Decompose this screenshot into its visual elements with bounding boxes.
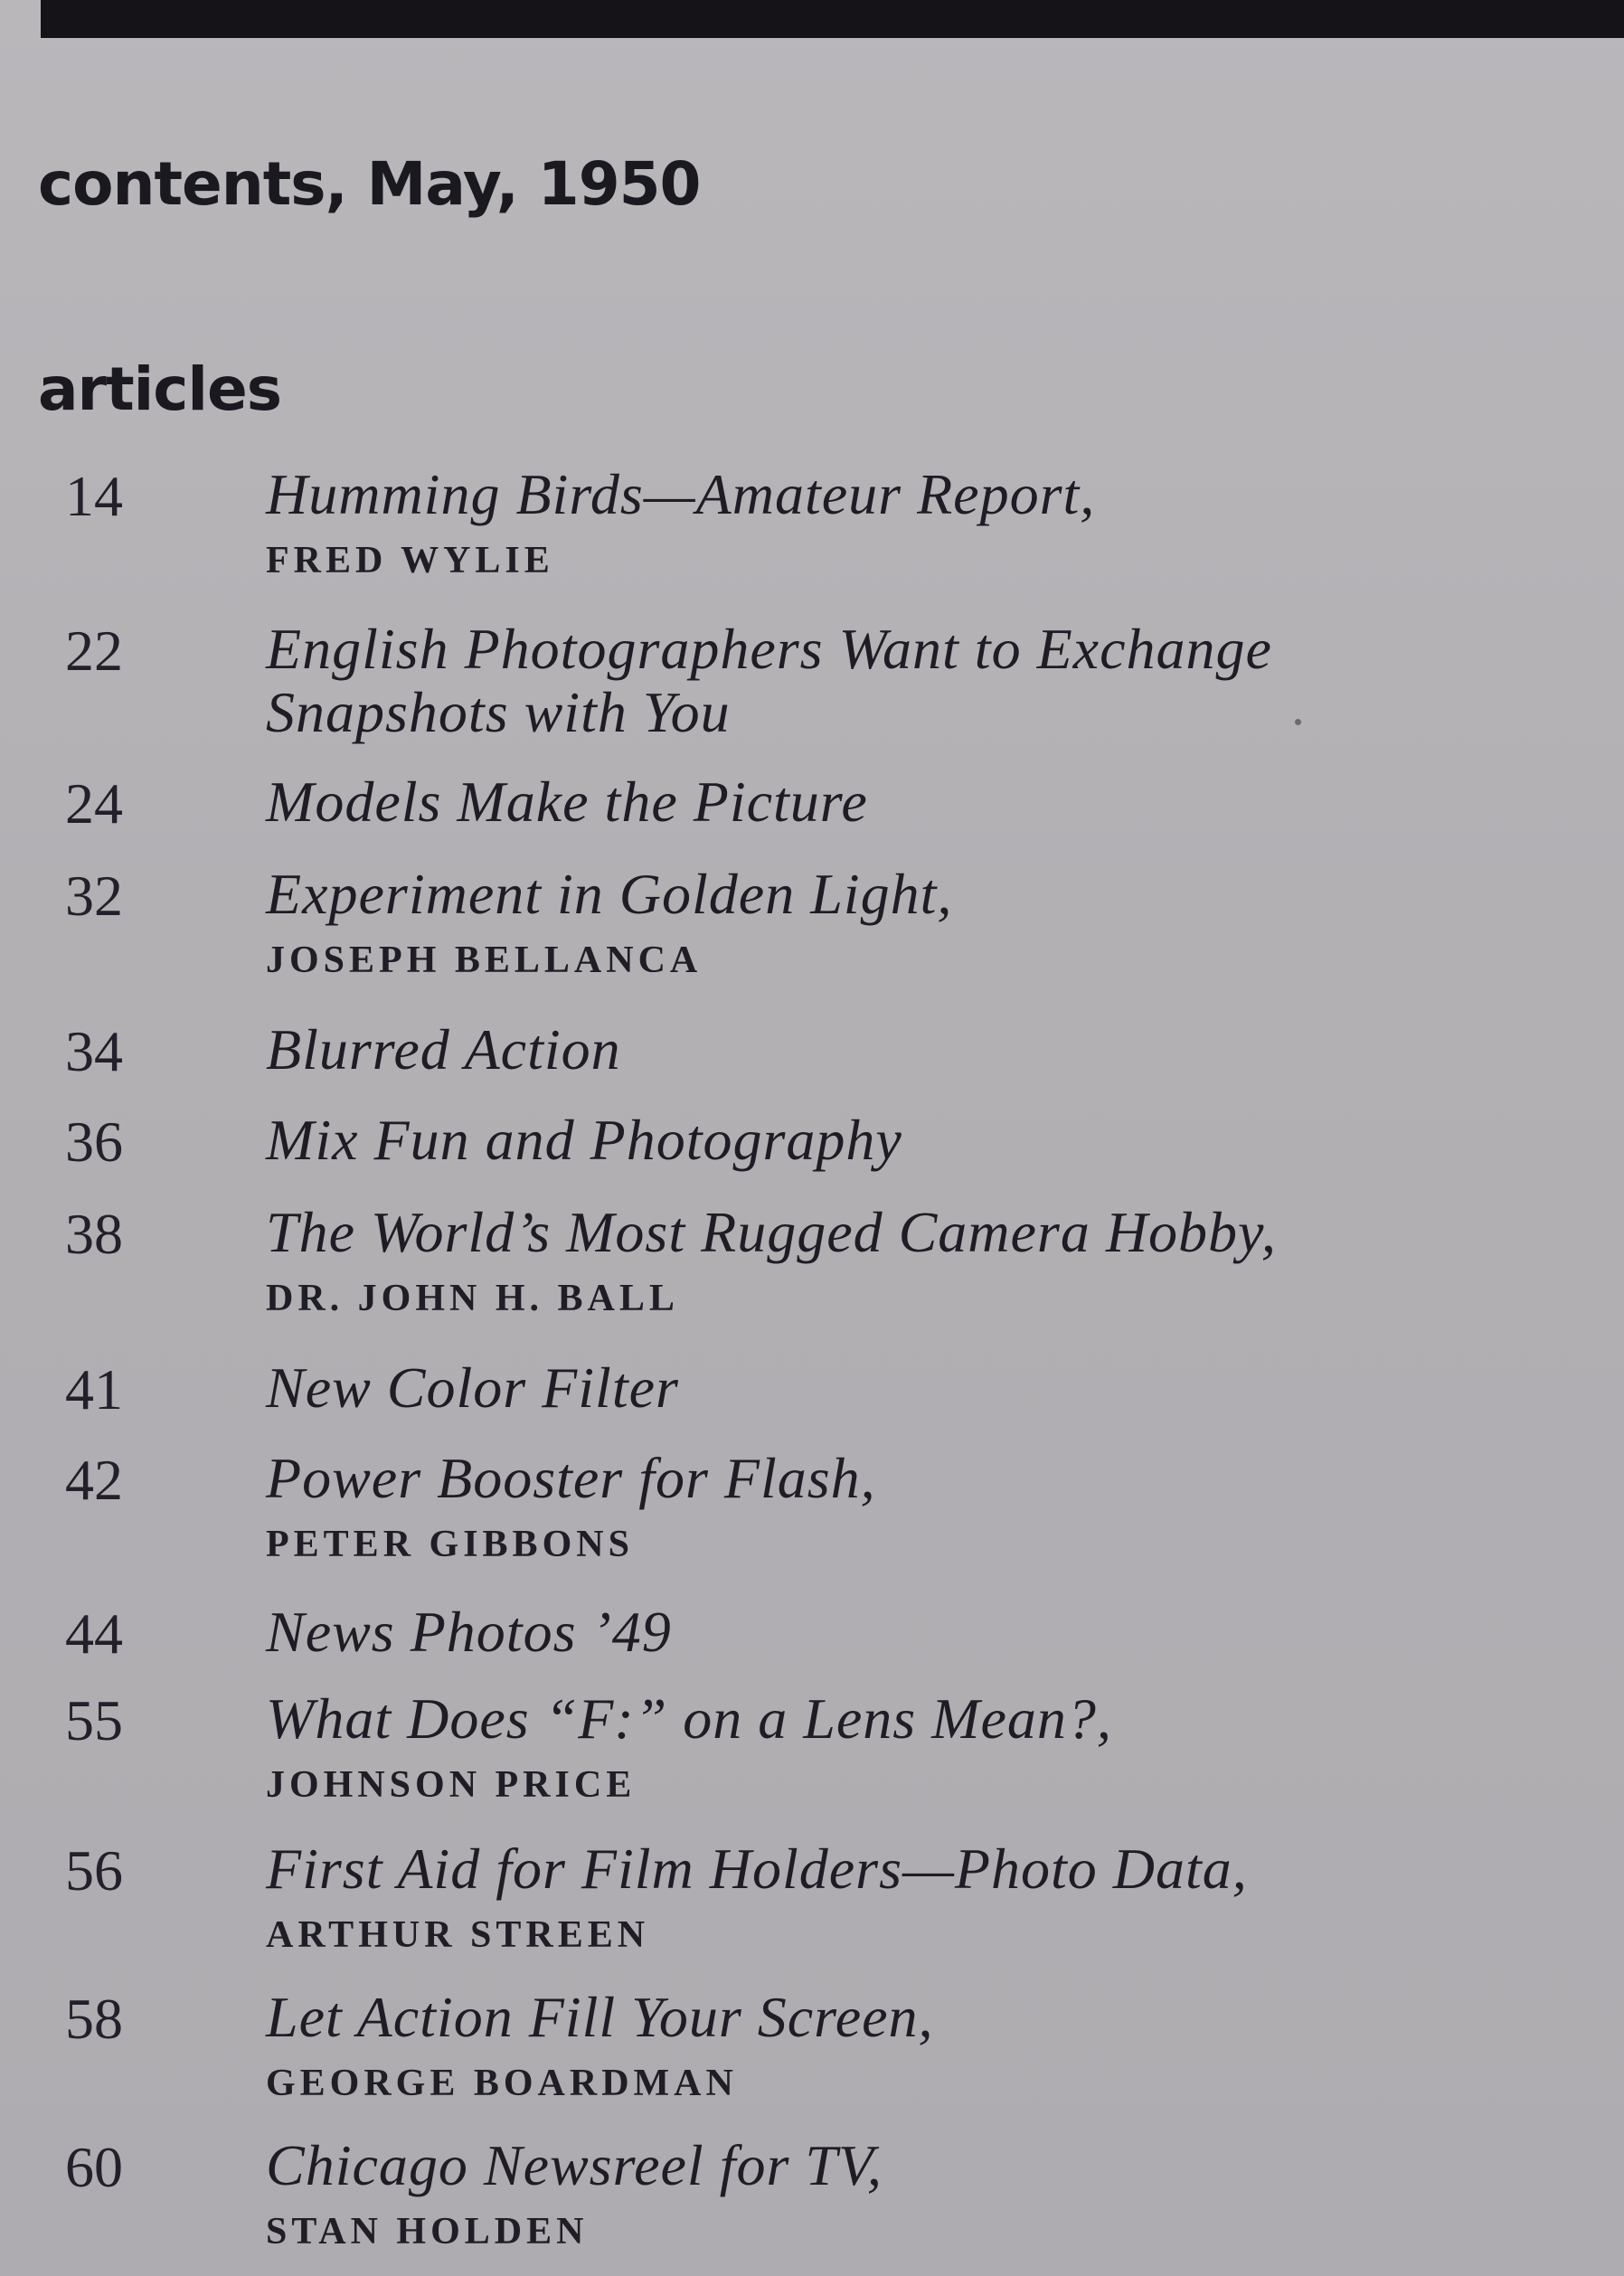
article-page-number: 58: [65, 1987, 123, 2051]
article-page-number: 38: [65, 1202, 123, 1266]
article-page-number: 42: [65, 1448, 123, 1512]
article-title: The World’s Most Rugged Camera Hobby,: [266, 1200, 1277, 1264]
article-page-number: 32: [65, 864, 123, 928]
article-title: What Does “F:” on a Lens Mean?,: [266, 1686, 1112, 1751]
article-author: DR. JOHN H. BALL: [266, 1278, 679, 1319]
paper-speck: [1295, 719, 1301, 725]
article-title: Power Booster for Flash,: [266, 1446, 876, 1510]
article-page-number: 60: [65, 2135, 123, 2199]
section-title-articles: articles: [38, 354, 282, 424]
article-title: Blurred Action: [266, 1017, 621, 1081]
article-title-line2: Snapshots with You: [266, 680, 731, 744]
top-black-rule: [41, 0, 1624, 38]
article-title: Chicago Newsreel for TV,: [266, 2133, 883, 2197]
article-page-number: 44: [65, 1601, 123, 1666]
article-page-number: 24: [65, 771, 123, 836]
article-author: JOHNSON PRICE: [266, 1764, 637, 1806]
article-page-number: 55: [65, 1688, 123, 1752]
article-title: Let Action Fill Your Screen,: [266, 1985, 934, 2049]
article-author: FRED WYLIE: [266, 540, 554, 581]
article-title: Humming Birds—Amateur Report,: [266, 462, 1096, 526]
article-page-number: 34: [65, 1019, 123, 1083]
article-title: Models Make the Picture: [266, 770, 868, 834]
article-author: STAN HOLDEN: [266, 2211, 589, 2252]
article-title: News Photos ’49: [266, 1600, 672, 1664]
article-author: ARTHUR STREEN: [266, 1914, 650, 1956]
article-title: First Aid for Film Holders—Photo Data,: [266, 1837, 1248, 1901]
contents-heading: contents, May, 1950: [38, 149, 701, 219]
article-page-number: 22: [65, 619, 123, 683]
article-title: Experiment in Golden Light,: [266, 862, 953, 926]
article-author: GEORGE BOARDMAN: [266, 2063, 738, 2104]
article-title: English Photographers Want to Exchange: [266, 617, 1272, 681]
article-title: New Color Filter: [266, 1355, 679, 1420]
article-page-number: 41: [65, 1357, 123, 1421]
article-page-number: 14: [65, 464, 123, 528]
article-title: Mix Fun and Photography: [266, 1108, 902, 1172]
article-page-number: 56: [65, 1838, 123, 1903]
article-author: PETER GIBBONS: [266, 1524, 634, 1565]
article-page-number: 36: [65, 1110, 123, 1174]
article-author: JOSEPH BELLANCA: [266, 940, 703, 981]
